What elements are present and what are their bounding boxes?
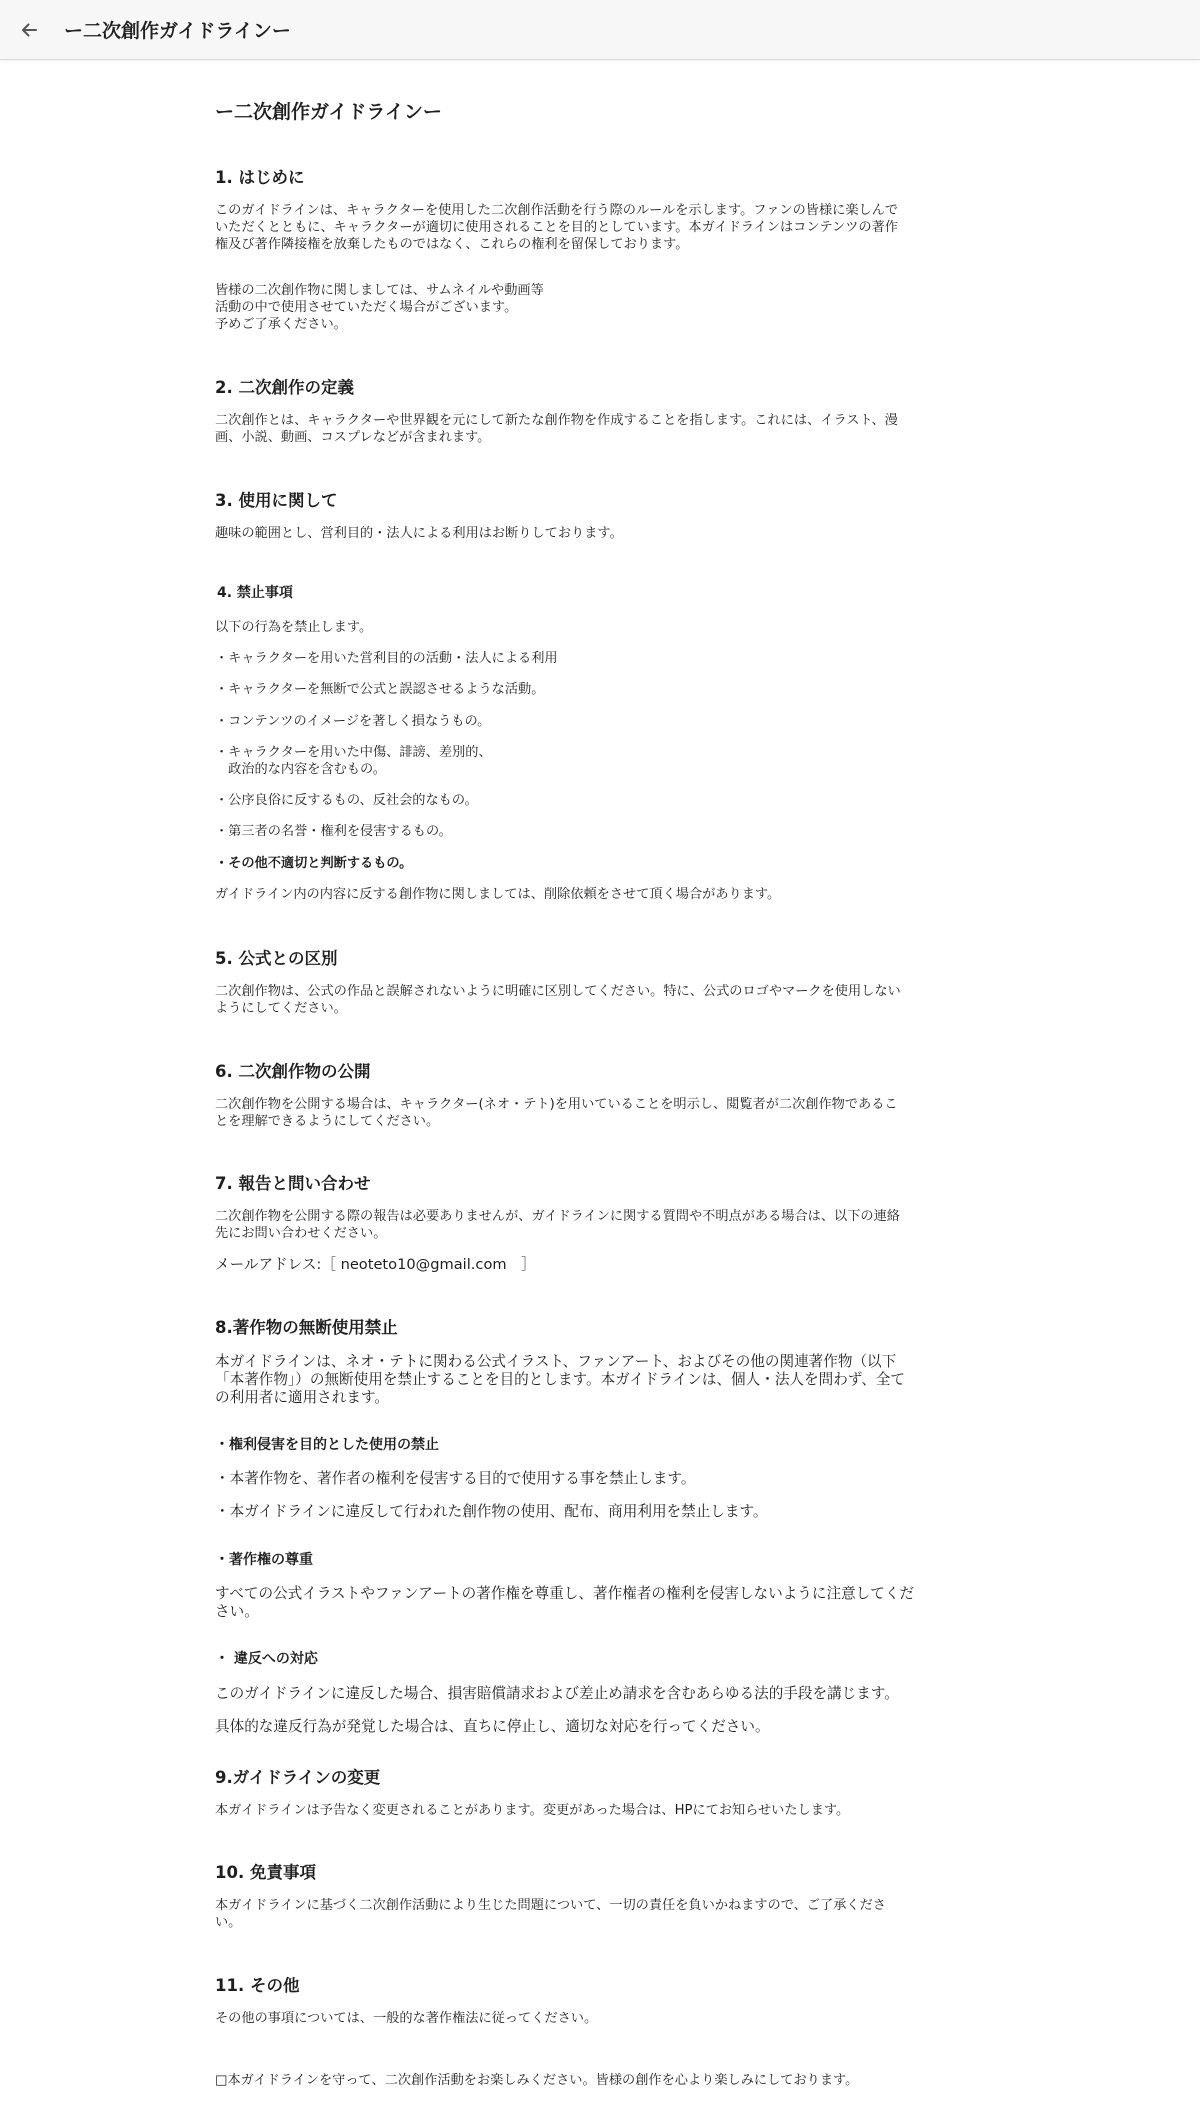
list-item: ・公序良俗に反するもの、反社会的なもの。: [215, 793, 478, 808]
paragraph-line: 活動の中で使用させていただく場合がございます。: [215, 300, 518, 315]
section-1-heading: 1. はじめに: [215, 168, 305, 187]
closing-message: □本ガイドラインを守って、二次創作活動をお楽しみください。皆様の創作を心より楽しみにしております。: [215, 2073, 859, 2088]
list-item: ・第三者の名誉・権利を侵害するもの。: [215, 824, 452, 839]
section-9-heading: 9.ガイドラインの変更: [215, 1768, 381, 1787]
subsection-heading: ・著作権の尊重: [215, 1552, 313, 1568]
section-2-heading: 2. 二次創作の定義: [215, 378, 354, 397]
section-6-heading: 6. 二次創作物の公開: [215, 1062, 371, 1081]
list-item: ・キャラクターを用いた中傷、誹謗、差別的、: [215, 745, 492, 760]
document-title: ー二次創作ガイドラインー: [215, 101, 442, 123]
section-3-heading: 3. 使用に関して: [215, 491, 338, 510]
paragraph-line: 「本著作物」）の無断使用を禁止することを目的とします。本ガイドラインは、個人・法人を問わず、全て: [215, 1371, 905, 1388]
contact-email[interactable]: メールアドレス:［ neoteto10@gmail.com ］: [215, 1256, 536, 1273]
paragraph-line: 画、小説、動画、コスプレなどが含まれます。: [215, 430, 491, 445]
back-button[interactable]: [14, 15, 44, 45]
section-5-heading: 5. 公式との区別: [215, 949, 338, 968]
paragraph-line: 二次創作物は、公式の作品と誤解されないように明確に区別してください。特に、公式のロゴやマークを使用しない: [215, 984, 901, 999]
section-10-heading: 10. 免責事項: [215, 1863, 316, 1882]
section-8-heading: 8.著作物の無断使用禁止: [215, 1318, 398, 1337]
paragraph-line: ガイドライン内の内容に反する創作物に関しましては、削除依頼をさせて頂く場合があります。: [215, 887, 781, 902]
paragraph-line: とを理解できるようにしてください。: [215, 1114, 440, 1129]
subsection-heading: ・権利侵害を目的とした使用の禁止: [215, 1437, 439, 1453]
paragraph-line: 具体的な違反行為が発覚した場合は、直ちに停止し、適切な対応を行ってください。: [215, 1718, 770, 1735]
paragraph-line: このガイドラインに違反した場合、損害賠償請求および差止め請求を含むあらゆる法的手段を講じます。: [215, 1685, 899, 1702]
list-item: ・本著作物を、著作者の権利を侵害する目的で使用する事を禁止します。: [215, 1470, 696, 1487]
list-item: ・キャラクターを用いた営利目的の活動・法人による利用: [215, 651, 558, 666]
paragraph-line: 二次創作物を公開する際の報告は必要ありませんが、ガイドラインに関する質問や不明点がある場合は、以下の連絡: [215, 1209, 900, 1224]
app-bar-title: ー二次創作ガイドラインー: [64, 20, 291, 42]
paragraph-line: い。: [215, 1915, 242, 1930]
paragraph-line: 予めご了承ください。: [215, 317, 347, 332]
list-item: ・キャラクターを無断で公式と誤認させるような活動。: [215, 682, 545, 697]
paragraph-line: いただくとともに、キャラクターが適切に使用されることを目的としています。本ガイドラインはコンテンツの著作: [215, 220, 898, 235]
paragraph-line: 二次創作物を公開する場合は、キャラクター(ネオ・テト)を用いていることを明示し、閲覧者が二次創作物であるこ: [215, 1097, 898, 1112]
paragraph-line: 二次創作とは、キャラクターや世界観を元にして新たな創作物を作成することを指します。これには、イラスト、漫: [215, 413, 898, 428]
paragraph-line: 本ガイドラインに基づく二次創作活動により生じた問題について、一切の責任を負いかねますので、ご了承くださ: [215, 1898, 886, 1913]
paragraph-line: 本ガイドラインは予告なく変更されることがあります。変更があった場合は、HPにてお知らせいたします。: [215, 1803, 850, 1818]
paragraph-line: すべての公式イラストやファンアートの著作権を尊重し、著作権者の権利を侵害しないように注意してくだ: [215, 1585, 915, 1602]
paragraph-line: その他の事項については、一般的な著作権法に従ってください。: [215, 2011, 598, 2026]
arrow-left-icon: [19, 20, 39, 40]
top-app-bar: [0, 0, 1200, 60]
paragraph-line: このガイドラインは、キャラクターを使用した二次創作活動を行う際のルールを示します。ファンの皆様に楽しんで: [215, 203, 899, 218]
paragraph-line: 先にお問い合わせください。: [215, 1226, 387, 1241]
list-item: ・コンテンツのイメージを著しく損なうもの。: [215, 714, 491, 729]
subsection-heading: ・ 違反への対応: [215, 1651, 318, 1667]
paragraph-line: 以下の行為を禁止します。: [215, 620, 373, 635]
paragraph-line: 皆様の二次創作物に関しましては、サムネイルや動画等: [215, 283, 544, 298]
section-7-heading: 7. 報告と問い合わせ: [215, 1174, 371, 1193]
paragraph-line: ようにしてください。: [215, 1001, 347, 1016]
paragraph-line: 権及び著作隣接権を放棄したものではなく、これらの権利を留保しております。: [215, 237, 689, 252]
paragraph-line: さい。: [215, 1603, 259, 1620]
list-item: ・本ガイドラインに違反して行われた創作物の使用、配布、商用利用を禁止します。: [215, 1503, 768, 1520]
paragraph-line: 趣味の範囲とし、営利目的・法人による利用はお断りしております。: [215, 526, 623, 541]
paragraph-line: の利用者に適用されます。: [215, 1389, 389, 1406]
paragraph-line: 本ガイドラインは、ネオ・テトに関わる公式イラスト、ファンアート、およびその他の関連著作物（以下: [215, 1353, 897, 1370]
section-4-heading: 4. 禁止事項: [217, 585, 293, 601]
section-11-heading: 11. その他: [215, 1976, 300, 1995]
list-item: 政治的な内容を含むもの。: [215, 762, 386, 777]
list-item: ・その他不適切と判断するもの。: [215, 856, 413, 871]
